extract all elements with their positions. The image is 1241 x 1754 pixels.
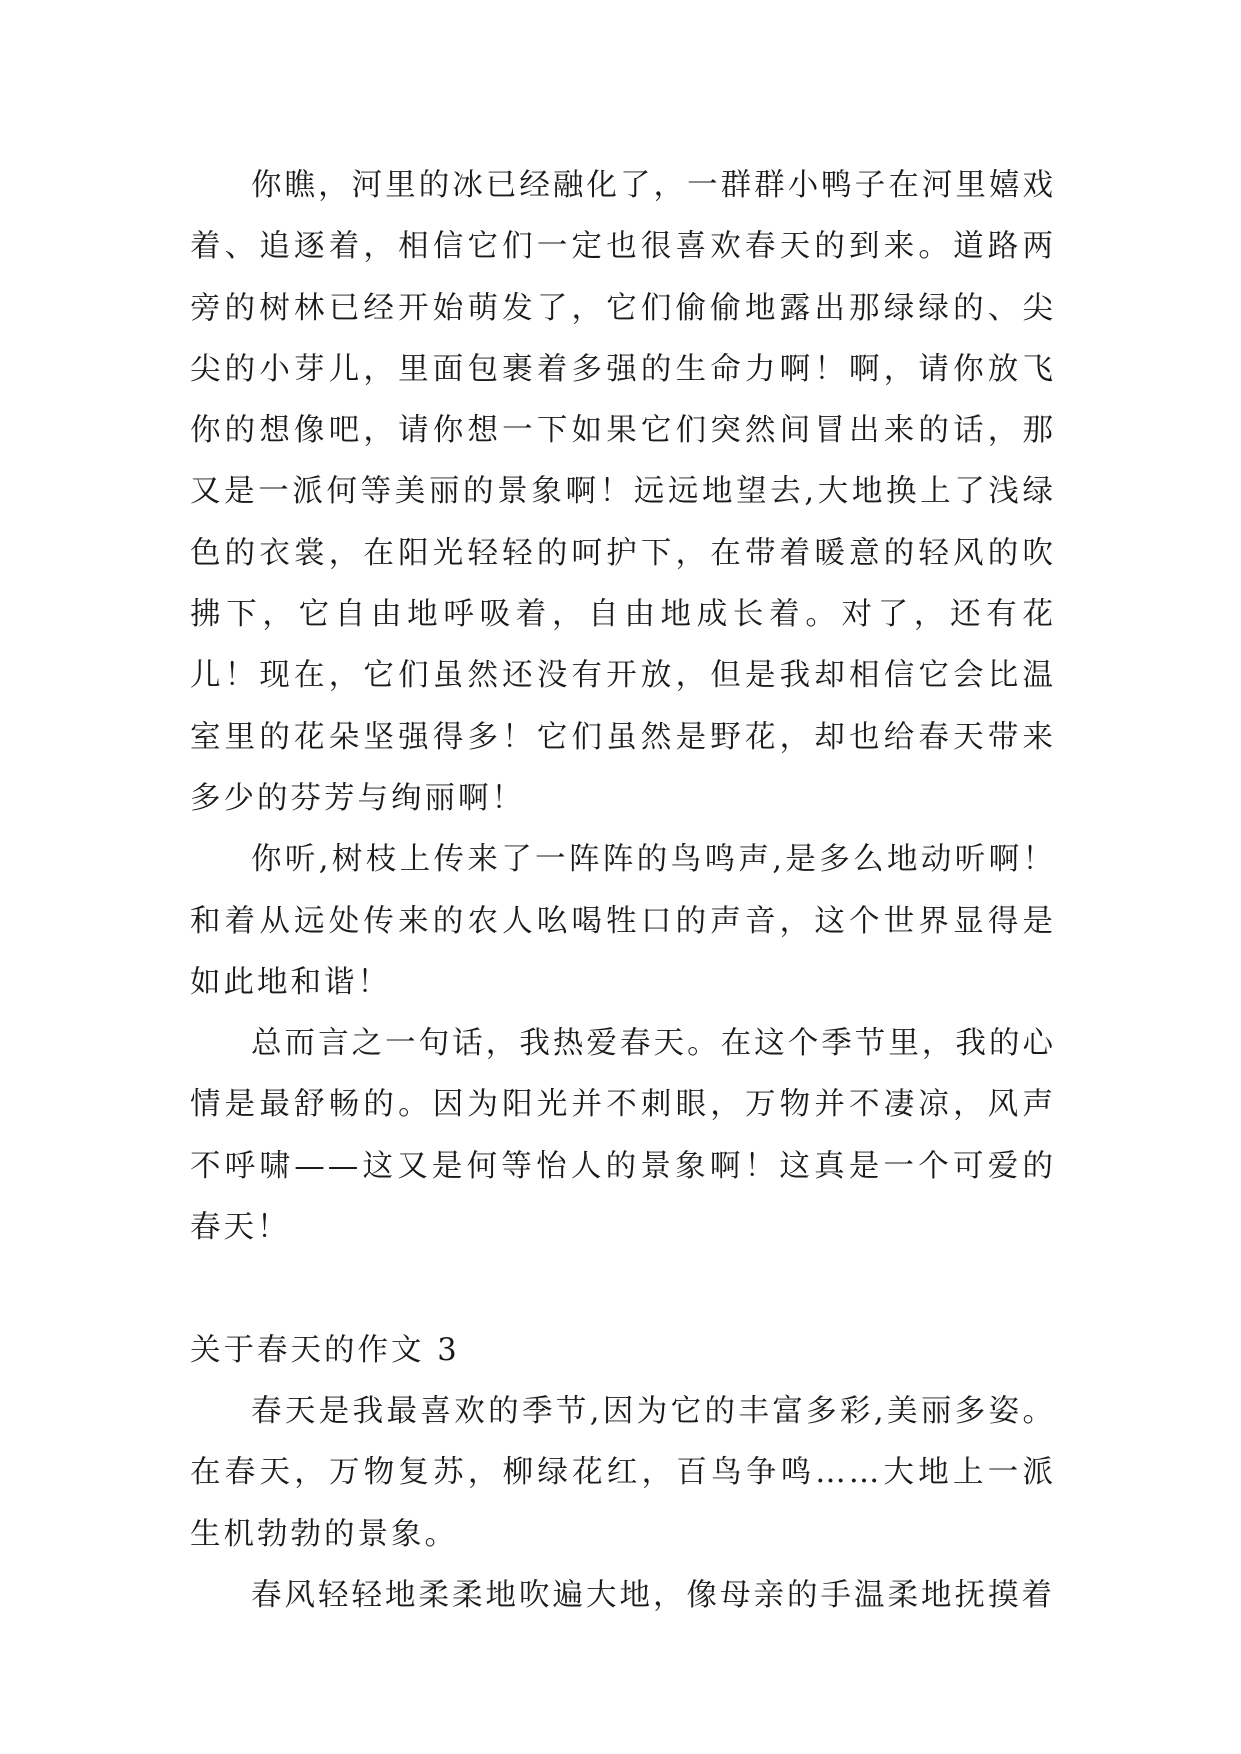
paragraph: 你听,树枝上传来了一阵阵的鸟鸣声,是多么地动听啊！和着从远处传来的农人吆喝牲口的声音，这个世界显得是如此地和谐！ (190, 842, 1056, 1000)
paragraph: 你瞧，河里的冰已经融化了，一群群小鸭子在河里嬉戏着、追逐着，相信它们一定也很喜欢春天的到来。道路两旁的树林已经开始萌发了，它们偷偷地露出那绿绿的、尖尖的小芽儿，里面包裹着多强的生命力啊！啊，请你放飞你的想像吧，请你想一下如果它们突然间冒出来的话，那又是一派何等美丽的景象啊！远远地望去,大地换上了浅绿色的衣裳，在阳光轻轻的呵护下，在带着暖意的轻风的吹拂下，它自由地呼吸着，自由地成长着。对了，还有花儿！现在，它们虽然还没有开放，但是我却相信它会比温室里的花朵坚强得多！它们虽然是野花，却也给春天带来多少的芬芳与绚丽啊！ (190, 168, 1056, 816)
paragraph: 总而言之一句话，我热爱春天。在这个季节里，我的心情是最舒畅的。因为阳光并不刺眼，万物并不凄凉，风声不呼啸——这又是何等怡人的景象啊！这真是一个可爱的春天！ (190, 1026, 1056, 1246)
paragraph: 春天是我最喜欢的季节,因为它的丰富多彩,美丽多姿。在春天，万物复苏，柳绿花红，百鸟争鸣……大地上一派生机勃勃的景象。 (190, 1393, 1056, 1552)
section-heading: 关于春天的作文 3 (190, 1332, 460, 1368)
section-gap (190, 1258, 1056, 1319)
paragraph: 春风轻轻地柔柔地吹遍大地，像母亲的手温柔地抚摸着 (251, 1577, 1055, 1613)
document-page (190, 155, 1056, 1626)
